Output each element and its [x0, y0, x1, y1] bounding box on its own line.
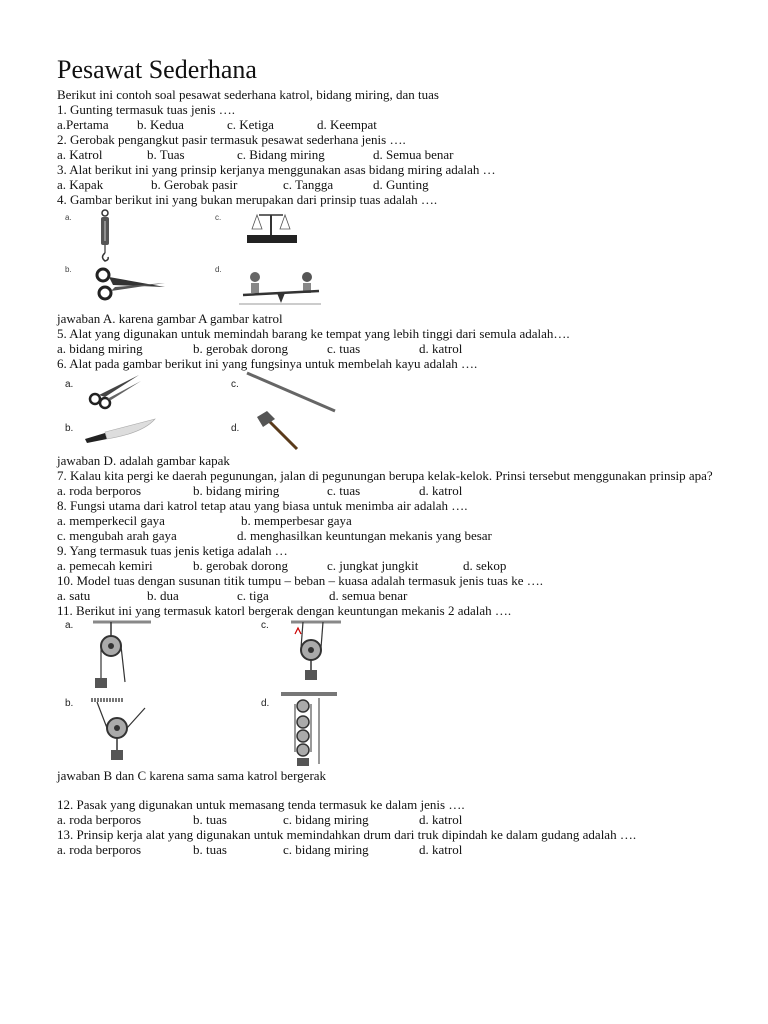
scissors-icon	[87, 373, 143, 407]
question-4-figure	[57, 207, 747, 311]
option-d: d. katrol	[419, 812, 463, 827]
option-d: d. menghasilkan keuntungan mekanis yang besar	[237, 528, 492, 543]
figure-label-a: a.	[65, 379, 74, 390]
figure-label-a: a.	[65, 213, 72, 222]
option-a: a. bidang miring	[57, 341, 143, 356]
figure-label-b: b.	[65, 265, 72, 274]
knife-icon	[83, 419, 159, 445]
question-13: 13. Prinsip kerja alat yang digunakan untuk memindahkan drum dari truk dipindah ke dalam gudang adalah ….	[57, 827, 637, 842]
figure-label-c: c.	[231, 379, 239, 390]
question-8-options-row1	[57, 513, 747, 528]
option-b: b. memperbesar gaya	[241, 513, 352, 528]
question-1: 1. Gunting termasuk tuas jenis ….	[57, 102, 236, 117]
option-c: c. Tangga	[283, 177, 334, 192]
spring-scale-icon	[97, 209, 127, 265]
option-a: a. satu	[57, 588, 91, 603]
question-12: 12. Pasak yang digunakan untuk memasang tenda termasuk ke dalam jenis ….	[57, 797, 465, 812]
question-6: 6. Alat pada gambar berikut ini yang fungsinya untuk membelah kayu adalah ….	[57, 356, 478, 371]
movable-pulley-icon	[281, 618, 351, 692]
option-d: d. semua benar	[329, 588, 408, 603]
figure-label-b: b.	[65, 423, 74, 434]
movable-pulley-icon	[87, 698, 167, 768]
scissors-icon	[95, 267, 167, 301]
option-d: d. Keempat	[317, 117, 377, 132]
spacer	[57, 783, 747, 797]
option-d: d. sekop	[463, 558, 507, 573]
option-a: a.Pertama	[57, 117, 109, 132]
option-b: b. gerobak dorong	[193, 558, 288, 573]
question-6-figure	[57, 371, 747, 453]
option-b: b. gerobak dorong	[193, 341, 288, 356]
fixed-pulley-icon	[87, 620, 157, 694]
question-8-options-row2	[57, 528, 747, 543]
option-d: d. katrol	[419, 842, 463, 857]
seesaw-children-icon	[239, 247, 321, 307]
figure-label-d: d.	[231, 423, 240, 434]
question-10: 10. Model tuas dengan susunan titik tumpu – beban – kuasa adalah termasuk jenis tuas ke ….	[57, 573, 543, 588]
question-3-options	[57, 177, 747, 192]
option-a: a. roda berporos	[57, 483, 142, 498]
question-2: 2. Gerobak pengangkut pasir termasuk pesawat sederhana jenis ….	[57, 132, 406, 147]
option-b: b. tuas	[193, 842, 227, 857]
option-a: a. Kapak	[57, 177, 104, 192]
figure-label-d: d.	[261, 698, 270, 709]
question-5: 5. Alat yang digunakan untuk memindah barang ke tempat yang lebih tinggi dari semula adalah….	[57, 326, 570, 341]
option-a: a. Katrol	[57, 147, 103, 162]
figure-label-c: c.	[261, 620, 269, 631]
block-and-tackle-icon	[279, 690, 339, 768]
option-b: b. tuas	[193, 812, 227, 827]
question-2-options	[57, 147, 747, 162]
question-5-options	[57, 341, 747, 356]
option-b: b. bidang miring	[193, 483, 280, 498]
figure-label-c: c.	[215, 213, 222, 222]
question-3: 3. Alat berikut ini yang prinsip kerjanya menggunakan asas bidang miring adalah …	[57, 162, 496, 177]
question-11: 11. Berikut ini yang termasuk katorl bergerak dengan keuntungan mekanis 2 adalah ….	[57, 603, 512, 618]
option-b: b. dua	[147, 588, 179, 603]
document-page	[57, 55, 747, 857]
option-d: d. katrol	[419, 341, 463, 356]
figure-label-a: a.	[65, 620, 74, 631]
option-c: c. Bidang miring	[237, 147, 325, 162]
option-a: a. pemecah kemiri	[57, 558, 153, 573]
question-1-options	[57, 117, 747, 132]
question-11-answer: jawaban B dan C karena sama sama katrol bergerak	[57, 768, 327, 783]
option-c: c. Ketiga	[227, 117, 274, 132]
option-d: d. Gunting	[373, 177, 429, 192]
question-10-options	[57, 588, 747, 603]
question-4: 4. Gambar berikut ini yang bukan merupakan dari prinsip tuas adalah ….	[57, 192, 438, 207]
option-c: c. tiga	[237, 588, 269, 603]
question-9: 9. Yang termasuk tuas jenis ketiga adalah …	[57, 543, 288, 558]
stick-icon	[245, 371, 337, 415]
option-a: a. roda berporos	[57, 812, 142, 827]
option-c: c. bidang miring	[283, 842, 369, 857]
option-d: d. Semua benar	[373, 147, 454, 162]
option-a: a. memperkecil gaya	[57, 513, 165, 528]
option-a: a. roda berporos	[57, 842, 142, 857]
option-d: d. katrol	[419, 483, 463, 498]
question-11-figure	[57, 618, 747, 768]
option-c: c. tuas	[327, 341, 361, 356]
question-13-options	[57, 842, 747, 857]
figure-label-b: b.	[65, 698, 74, 709]
question-7: 7. Kalau kita pergi ke daerah pegunungan, jalan di pegunungan berupa kelak-kelok. Prinsi tersebut menggunakan prinsip apa?	[57, 468, 713, 483]
question-7-options	[57, 483, 747, 498]
option-c: c. jungkat jungkit	[327, 558, 419, 573]
question-9-options	[57, 558, 747, 573]
option-b: b. Kedua	[137, 117, 184, 132]
question-8: 8. Fungsi utama dari katrol tetap atau yang biasa untuk menimba air adalah ….	[57, 498, 468, 513]
balance-scale-icon	[239, 209, 299, 245]
axe-icon	[255, 411, 303, 451]
option-b: b. Gerobak pasir	[151, 177, 238, 192]
question-6-answer: jawaban D. adalah gambar kapak	[57, 453, 230, 468]
intro-text: Berikut ini contoh soal pesawat sederhana katrol, bidang miring, dan tuas	[57, 87, 439, 102]
option-c: c. mengubah arah gaya	[57, 528, 177, 543]
question-12-options	[57, 812, 747, 827]
option-c: c. tuas	[327, 483, 361, 498]
option-b: b. Tuas	[147, 147, 185, 162]
figure-label-d: d.	[215, 265, 222, 274]
option-c: c. bidang miring	[283, 812, 369, 827]
page-title: Pesawat Sederhana	[57, 55, 257, 84]
question-4-answer: jawaban A. karena gambar A gambar katrol	[57, 311, 283, 326]
